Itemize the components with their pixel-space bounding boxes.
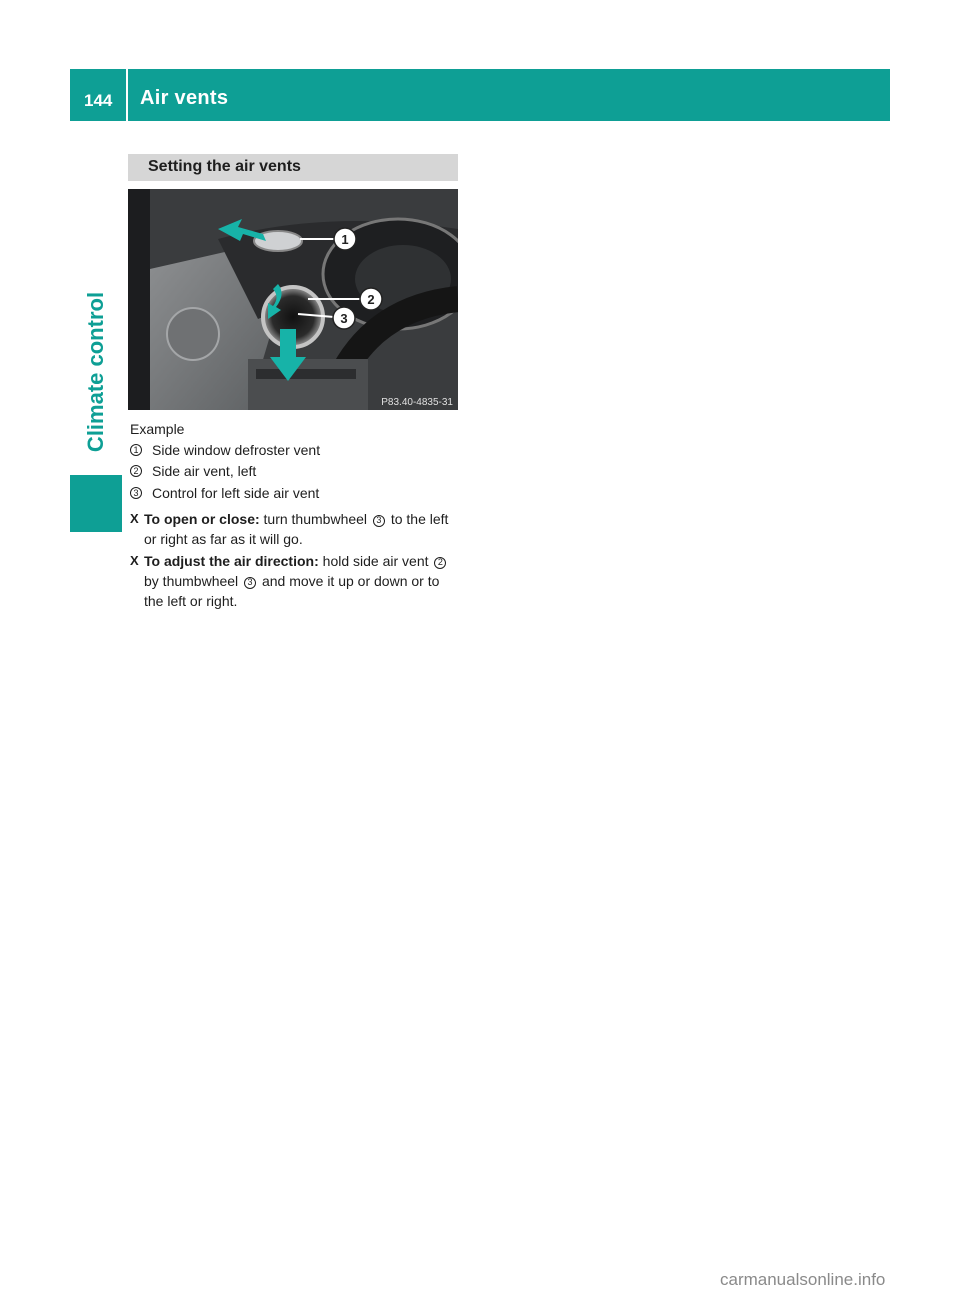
instruction-adjust-direction xyxy=(130,551,462,611)
chapter-tab-marker xyxy=(70,475,122,532)
page-title: Air vents xyxy=(140,87,229,109)
legend-number: 1 xyxy=(130,444,142,456)
legend-item xyxy=(130,441,320,459)
instruction-marker: X xyxy=(130,511,139,526)
legend-number: 2 xyxy=(130,465,142,477)
legend-item xyxy=(130,484,319,502)
instruction-lead: To adjust the air direction: xyxy=(144,553,319,569)
instruction-text: by thumbwheel xyxy=(144,573,243,589)
callout-2-label: 2 xyxy=(367,292,375,307)
air-vent-illustration xyxy=(128,189,458,410)
callout-3-label: 3 xyxy=(340,311,348,326)
callout-3 xyxy=(333,307,355,329)
instruction-text: and move it up or down or to the left or right. xyxy=(144,573,440,609)
callout-1 xyxy=(334,228,356,250)
legend-text: Control for left side air vent xyxy=(152,485,320,501)
section-heading: Setting the air vents xyxy=(148,158,301,175)
page-number: 144 xyxy=(84,91,113,110)
instruction-marker: X xyxy=(130,553,139,568)
instruction-lead: To open or close: xyxy=(144,511,260,527)
watermark: carmanualsonline.info xyxy=(720,1270,886,1289)
air-vent-photo xyxy=(128,189,458,410)
instruction-text: turn thumbwheel xyxy=(259,511,371,527)
legend-number: 3 xyxy=(130,487,142,499)
header-divider xyxy=(126,69,128,121)
instruction-open-close xyxy=(130,509,462,549)
instruction-text: hold side air vent xyxy=(318,553,433,569)
chapter-tab-label: Climate control xyxy=(83,291,108,453)
legend-text: Side window defroster vent xyxy=(152,442,321,458)
callout-2 xyxy=(360,288,382,310)
legend-item xyxy=(130,462,256,480)
instruction-text: to the left or right as far as it will go. xyxy=(144,511,449,547)
inline-reference: 2 xyxy=(434,557,446,569)
figure-code: P83.40-4835-31 xyxy=(381,397,453,408)
inline-reference: 3 xyxy=(373,515,385,527)
figure-caption: Example xyxy=(130,421,185,437)
callout-1-label: 1 xyxy=(341,232,349,247)
legend-text: Side air vent, left xyxy=(152,463,257,479)
inline-reference: 3 xyxy=(244,577,256,589)
